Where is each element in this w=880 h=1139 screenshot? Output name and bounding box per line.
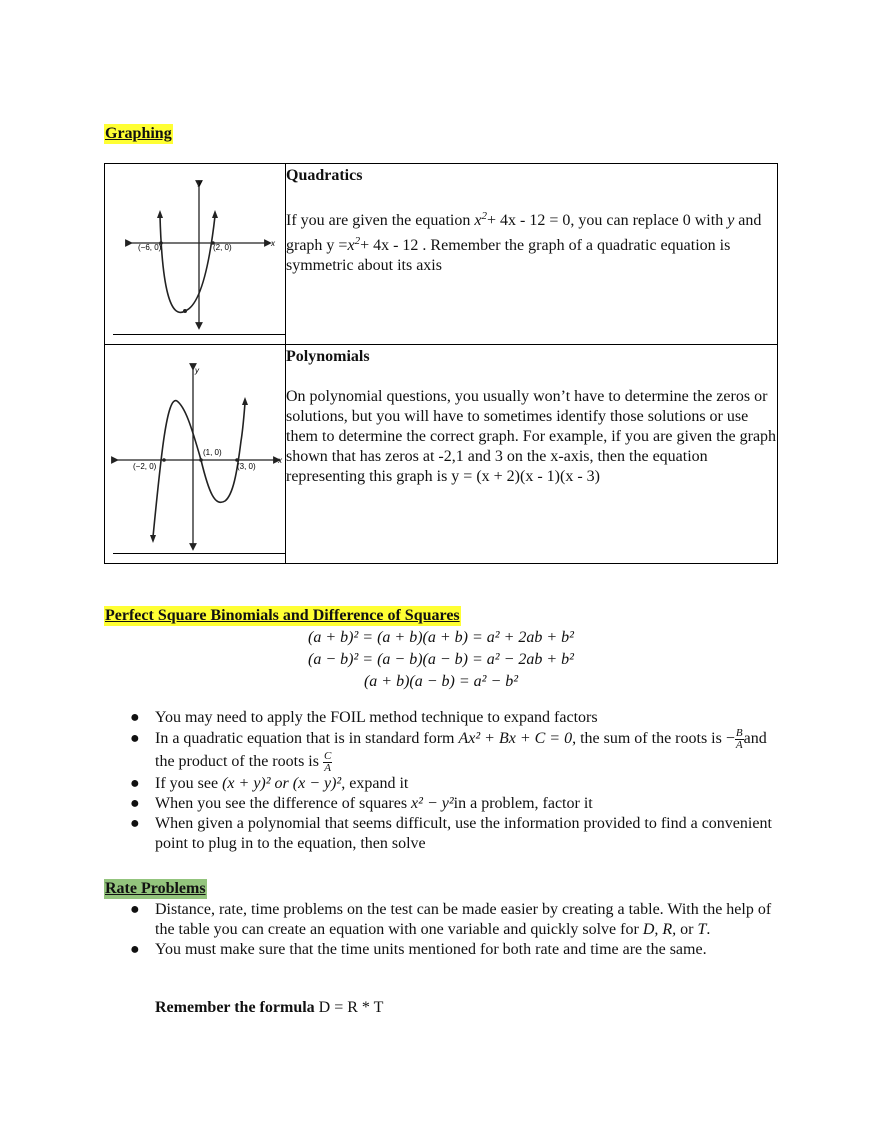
polynomials-text-cell <box>286 345 778 564</box>
polynomials-row <box>105 345 778 564</box>
formula-square-difference: (a − b)² = (a − b)(a − b) = a² − 2ab + b² <box>308 651 574 668</box>
fraction-b-over-a: $\frac{B}{A}$ <box>735 727 743 751</box>
polynomial-zero-a-label: (−2, 0) <box>133 462 157 471</box>
formula-square-sum: (a + b)² = (a + b)(a + b) = a² + 2ab + b² <box>308 629 574 646</box>
fraction-c-over-a: $\frac{C}{A}$ <box>323 750 332 774</box>
quadratic-graph-divider <box>113 334 285 335</box>
polynomial-zero-c-label: (3, 0) <box>237 462 256 471</box>
quadratics-row <box>105 164 778 345</box>
rate-problems-heading: Rate Problems <box>105 880 206 897</box>
quadratic-x-label: x <box>271 239 275 248</box>
bullet-icon: ● <box>130 730 140 747</box>
list-item: ● You may need to apply the FOIL method technique to expand factors <box>130 709 598 726</box>
bullet-icon: ● <box>130 941 140 958</box>
rate-formula: Remember the formula D = R * T <box>155 999 384 1016</box>
polynomial-y-label: y <box>195 366 199 375</box>
rate-problems-bullets <box>104 900 784 960</box>
list-item: ● When you see the difference of squares x² − y²in a problem, factor it <box>130 795 593 812</box>
polynomial-graph-cell <box>105 345 286 564</box>
polynomial-graph-divider <box>113 553 285 554</box>
quadratic-right-zero-label: (2, 0) <box>213 243 232 252</box>
quadratics-paragraph: If you are given the equation $x^2+ 4x - 12 = 0$, you can replace 0 with y and graph $y =x^2+ 4x - 12$ . Remember the graph of a quadratic equation is symmetric about its axis <box>286 210 762 274</box>
polynomial-zero-b-label: (1, 0) <box>203 448 222 457</box>
bullet-icon: ● <box>130 795 140 812</box>
polynomials-title: Polynomials <box>286 348 370 365</box>
polynomials-paragraph: On polynomial questions, you usually won’t have to determine the zeros or solutions, but you will have to sometimes identify those solutions or use them to determine the correct graph. For example, if you are given the graph shown that has zeros at -2,1 and 3 on the x-axis, then the equation representing this graph is y = (x + 2)(x - 1)(x - 3) <box>286 388 777 485</box>
polynomial-graph <box>105 345 285 563</box>
list-item: ● When given a polynomial that seems difficult, use the information provided to find a convenient point to plug in to the equation, then solve <box>130 815 772 852</box>
polynomial-x-label: x <box>278 456 282 465</box>
quadratic-left-zero-label: (−6, 0) <box>138 243 162 252</box>
perfect-square-heading: Perfect Square Binomials and Difference of Squares <box>105 607 460 624</box>
graphing-table <box>104 163 778 564</box>
list-item: ● In a quadratic equation that is in standard form Ax² + Bx + C = 0, the sum of the roots is − $\frac{B}{A}$ and the product of the roots is $\frac{C}{A}$ <box>130 727 767 774</box>
quadratic-graph-cell <box>105 164 286 345</box>
quadratics-title: Quadratics <box>286 167 363 184</box>
quadratic-y-label: y <box>198 178 202 187</box>
quadratic-graph <box>105 164 285 344</box>
list-item: ● You must make sure that the time units mentioned for both rate and time are the same. <box>130 941 707 958</box>
bullet-icon: ● <box>130 709 140 726</box>
list-item: ● Distance, rate, time problems on the test can be made easier by creating a table. With the help of the table you can create an equation with one variable and quickly solve for D, R, or T. <box>130 901 772 938</box>
list-item: ● If you see (x + y)² or (x − y)², expand it <box>130 775 409 792</box>
quadratics-text-cell <box>286 164 778 345</box>
perfect-square-formulas <box>104 627 778 693</box>
bullet-icon: ● <box>130 775 140 792</box>
bullet-icon: ● <box>130 901 140 918</box>
perfect-square-bullets <box>104 708 784 854</box>
bullet-icon: ● <box>130 815 140 832</box>
formula-difference-of-squares: (a + b)(a − b) = a² − b² <box>363 673 519 690</box>
graphing-heading: Graphing <box>105 125 172 142</box>
